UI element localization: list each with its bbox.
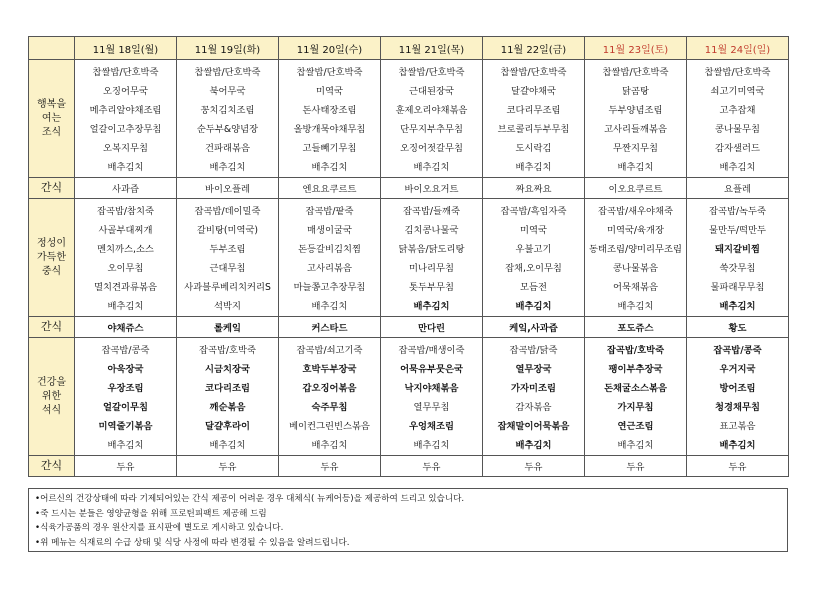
menu-item: 김치콩나물국: [404, 225, 459, 236]
snack-label: 간식: [29, 178, 75, 199]
menu-item: 쑥갓무침: [719, 263, 756, 274]
corner-cell: [29, 37, 75, 60]
menu-item: 미역국: [316, 86, 343, 97]
menu-item: 미역국: [520, 225, 547, 236]
snack-item: 두유: [687, 456, 789, 477]
menu-item: 도시락김: [515, 143, 552, 154]
menu-item: 오징어무국: [103, 86, 148, 97]
menu-item: 잡곡밥/새우야채죽: [598, 206, 673, 217]
menu-item: 어묵채볶음: [613, 282, 658, 293]
lunch-label: 정성이 가득한 중식: [29, 199, 75, 317]
menu-item: 가지무침: [617, 402, 654, 413]
menu-item: 잡곡밥/콩죽: [713, 345, 762, 356]
menu-item: 가자미조림: [511, 383, 556, 394]
snack-item: 두유: [279, 456, 381, 477]
snack-item: 두유: [177, 456, 279, 477]
menu-item: 배추김치: [311, 440, 348, 451]
menu-item: 콩나물볶음: [613, 263, 658, 274]
lunch-day-cell: [177, 199, 279, 317]
snack-item: 바이오플레: [177, 178, 279, 199]
menu-item: 배추김치: [515, 440, 552, 451]
snack-item: 롤케잌: [177, 317, 279, 338]
menu-item: 청경채무침: [715, 402, 760, 413]
menu-item: 멸치견과류볶음: [94, 282, 157, 293]
day-header: 11월 20일(수): [279, 37, 381, 60]
menu-item: 찹쌀밥/단호박죽: [92, 67, 159, 78]
menu-item: 코다리조림: [205, 383, 250, 394]
menu-item: 물만두/떡만두: [708, 225, 767, 236]
menu-item: 낙지야채볶음: [404, 383, 459, 394]
menu-item: 배추김치: [209, 162, 246, 173]
menu-item: 찹쌀밥/단호박죽: [296, 67, 363, 78]
breakfast-day-cell: [381, 60, 483, 178]
menu-item: 닭볶음/닭도리탕: [398, 244, 465, 255]
snack-item: 커스타드: [279, 317, 381, 338]
menu-item: 두부조림: [209, 244, 246, 255]
breakfast-day-cell: [75, 60, 177, 178]
breakfast-day-cell: [483, 60, 585, 178]
menu-item: 열무장국: [515, 364, 552, 375]
menu-item: 톳두부무침: [409, 282, 454, 293]
breakfast-label: 행복을 여는 조식: [29, 60, 75, 178]
menu-item: 찹쌀밥/단호박죽: [398, 67, 465, 78]
menu-item: 단무지부추무침: [400, 124, 463, 135]
menu-item: 아욱장국: [107, 364, 144, 375]
menu-item: 방어조림: [719, 383, 756, 394]
menu-item: 잡곡밥/데이밀죽: [194, 206, 261, 217]
menu-item: 찹쌀밥/단호박죽: [602, 67, 669, 78]
menu-item: 시금치장국: [205, 364, 250, 375]
breakfast-day-cell: [687, 60, 789, 178]
menu-item: 찹쌀밥/단호박죽: [194, 67, 261, 78]
menu-item: 잡곡밥/참치죽: [96, 206, 155, 217]
menu-item: 호박두부장국: [302, 364, 357, 375]
note-line: •위 메뉴는 식재료의 수급 상태 및 식당 사정에 따라 변경될 수 있음을 알려드립니다.: [35, 537, 350, 548]
snack-item: 요플레: [687, 178, 789, 199]
menu-item: 올방개묵야채무침: [293, 124, 366, 135]
menu-item: 잡곡밥/녹두죽: [708, 206, 767, 217]
menu-item: 갑오징어볶음: [302, 383, 357, 394]
snack-row: [29, 456, 789, 477]
lunch-day-cell: [585, 199, 687, 317]
menu-item: 쇠고기미역국: [710, 86, 765, 97]
menu-item: 무짠지무침: [613, 143, 658, 154]
snack-item: 황도: [687, 317, 789, 338]
menu-item: 우거지국: [719, 364, 756, 375]
lunch-day-cell: [279, 199, 381, 317]
menu-item: 미역국/육개장: [606, 225, 665, 236]
dinner-day-cell: [177, 338, 279, 456]
menu-item: 잡채,오이무침: [505, 263, 562, 274]
lunch-row: [29, 199, 789, 317]
menu-item: 열무무침: [413, 402, 450, 413]
menu-item: 배추김치: [413, 440, 450, 451]
dinner-day-cell: [279, 338, 381, 456]
menu-item: 순두부&양념장: [196, 124, 259, 135]
menu-item: 배추김치: [719, 162, 756, 173]
snack-item: 사과즙: [75, 178, 177, 199]
menu-item: 북어무국: [209, 86, 246, 97]
snack-item: 두유: [483, 456, 585, 477]
day-header: 11월 22일(금): [483, 37, 585, 60]
note-line: •죽 드시는 분들은 영양균형을 위해 프로틴피팩트 제공해 드림: [35, 508, 267, 519]
dinner-day-cell: [75, 338, 177, 456]
menu-item: 잡곡밥/흑임자죽: [500, 206, 567, 217]
menu-item: 닭곰탕: [622, 86, 649, 97]
dinner-label: 건강을 위한 석식: [29, 338, 75, 456]
menu-item: 배추김치: [617, 440, 654, 451]
menu-item: 배추김치: [413, 162, 450, 173]
dinner-day-cell: [381, 338, 483, 456]
menu-item: 사과블루베리치커리S: [184, 282, 271, 293]
dinner-day-cell: [585, 338, 687, 456]
weekly-menu-table: [28, 36, 789, 477]
snack-item: 바이오요거트: [381, 178, 483, 199]
snack-item: 엔요요쿠르트: [279, 178, 381, 199]
note-line: •어르신의 건강상태에 따라 기제되어있는 간식 제공이 어려운 경우 대체식( 뉴케어등)을 제공하여 드리고 있습니다.: [35, 494, 465, 504]
menu-item: 우엉채조림: [409, 421, 454, 432]
day-header: 11월 21일(목): [381, 37, 483, 60]
menu-item: 오징어젓갈무침: [400, 143, 463, 154]
menu-item: 꽁치김치조림: [200, 105, 255, 116]
menu-item: 잡곡밥/호박죽: [606, 345, 665, 356]
dinner-day-cell: [687, 338, 789, 456]
menu-item: 잡곡밥/닭죽: [509, 345, 558, 356]
dinner-row: [29, 338, 789, 456]
menu-item: 베이컨그린빈스볶음: [289, 421, 370, 432]
menu-item: 감자샐러드: [715, 143, 760, 154]
menu-item: 잡곡밥/팥죽: [305, 206, 354, 217]
menu-item: 얼갈이고추장무침: [89, 124, 162, 135]
menu-item: 배추김치: [515, 162, 552, 173]
day-header: 11월 19일(화): [177, 37, 279, 60]
day-header: 11월 18일(월): [75, 37, 177, 60]
menu-item: 찹쌀밥/단호박죽: [500, 67, 567, 78]
menu-item: 오복지무침: [103, 143, 148, 154]
snack-item: 두유: [381, 456, 483, 477]
menu-item: 돈사태장조림: [302, 105, 357, 116]
menu-item: 잡곡밥/호박죽: [198, 345, 257, 356]
menu-item: 콩나물무침: [715, 124, 760, 135]
menu-item: 배추김치: [209, 440, 246, 451]
menu-item: 건파래볶음: [205, 143, 250, 154]
menu-item: 배추김치: [413, 301, 450, 312]
menu-item: 연근조림: [617, 421, 654, 432]
menu-item: 팽이부추장국: [608, 364, 663, 375]
menu-item: 모듬전: [520, 282, 547, 293]
menu-item: 달걀야채국: [511, 86, 556, 97]
day-header-sunday: 11월 24일(일): [687, 37, 789, 60]
menu-item: 마늘쫑고추장무침: [293, 282, 366, 293]
lunch-day-cell: [483, 199, 585, 317]
menu-item: 물파래무무침: [710, 282, 765, 293]
menu-item: 배추김치: [719, 301, 756, 312]
menu-item: 배추김치: [311, 162, 348, 173]
menu-item: 배추김치: [107, 301, 144, 312]
breakfast-row: [29, 60, 789, 178]
menu-item: 멘치까스,소스: [97, 244, 154, 255]
menu-item: 사골부대찌개: [98, 225, 153, 236]
menu-item: 두부양념조림: [608, 105, 663, 116]
menu-item: 숙주무침: [311, 402, 348, 413]
menu-item: 훈제오리야채볶음: [395, 105, 468, 116]
lunch-day-cell: [75, 199, 177, 317]
lunch-day-cell: [381, 199, 483, 317]
lunch-day-cell: [687, 199, 789, 317]
menu-item: 잡채말이어묵볶음: [497, 421, 570, 432]
menu-item: 깨순볶음: [209, 402, 246, 413]
menu-item: 배추김치: [311, 301, 348, 312]
snack-item: 두유: [585, 456, 687, 477]
snack-label: 간식: [29, 317, 75, 338]
menu-item: 잡곡밥/들깨죽: [402, 206, 461, 217]
menu-item: 표고볶음: [719, 421, 756, 432]
menu-item: 배추김치: [617, 162, 654, 173]
dinner-day-cell: [483, 338, 585, 456]
menu-item: 돼지갈비찜: [715, 244, 760, 255]
menu-item: 브로콜리두부무침: [497, 124, 570, 135]
menu-item: 근대무침: [209, 263, 246, 274]
menu-item: 배추김치: [107, 440, 144, 451]
menu-item: 미역줄기볶음: [98, 421, 153, 432]
menu-item: 배추김치: [515, 301, 552, 312]
snack-item: 케잌,사과즙: [483, 317, 585, 338]
breakfast-day-cell: [279, 60, 381, 178]
menu-item: 어묵유부뭇은국: [400, 364, 463, 375]
breakfast-day-cell: [585, 60, 687, 178]
menu-item: 찹쌀밥/단호박죽: [704, 67, 771, 78]
menu-item: 고들빼기무침: [302, 143, 357, 154]
menu-item: 달걀후라이: [205, 421, 250, 432]
menu-item: 고사리볶음: [307, 263, 352, 274]
day-header-saturday: 11월 23일(토): [585, 37, 687, 60]
menu-item: 배추김치: [617, 301, 654, 312]
menu-item: 메추리알야채조림: [89, 105, 162, 116]
menu-item: 돈채굴소스볶음: [604, 383, 667, 394]
menu-item: 감자볶음: [515, 402, 552, 413]
menu-item: 미나리무침: [409, 263, 454, 274]
menu-item: 오이무침: [107, 263, 144, 274]
header-row: [29, 37, 789, 60]
menu-item: 코다리무조림: [506, 105, 561, 116]
menu-item: 우장조림: [107, 383, 144, 394]
snack-item: 야채쥬스: [75, 317, 177, 338]
snack-row: [29, 317, 789, 338]
note-line: •식육가공품의 경우 원산지를 표시판에 별도로 게시하고 있습니다.: [35, 523, 284, 533]
menu-item: 석박지: [214, 301, 241, 312]
menu-item: 동태조림/양미리무조림: [589, 244, 682, 255]
menu-item: 돈등갈비김치찜: [298, 244, 361, 255]
menu-item: 고사리들깨볶음: [604, 124, 667, 135]
menu-item: 잡곡밥/쇠고기죽: [296, 345, 363, 356]
snack-item: 짜요짜요: [483, 178, 585, 199]
notes-box: [28, 488, 788, 552]
snack-item: 두유: [75, 456, 177, 477]
menu-item: 근대된장국: [409, 86, 454, 97]
snack-item: 만다린: [381, 317, 483, 338]
menu-item: 우불고기: [515, 244, 552, 255]
menu-item: 얼갈이무침: [103, 402, 148, 413]
menu-item: 배추김치: [107, 162, 144, 173]
snack-label: 간식: [29, 456, 75, 477]
breakfast-day-cell: [177, 60, 279, 178]
menu-item: 배추김치: [719, 440, 756, 451]
snack-item: 이오요쿠르트: [585, 178, 687, 199]
snack-row: [29, 178, 789, 199]
menu-item: 갈비탕(미역국): [196, 225, 259, 236]
menu-item: 잡곡밥/매생이죽: [398, 345, 465, 356]
menu-item: 매생이굴국: [307, 225, 352, 236]
menu-item: 잡곡밥/콩죽: [101, 345, 150, 356]
menu-item: 고추잡채: [719, 105, 756, 116]
snack-item: 포도쥬스: [585, 317, 687, 338]
